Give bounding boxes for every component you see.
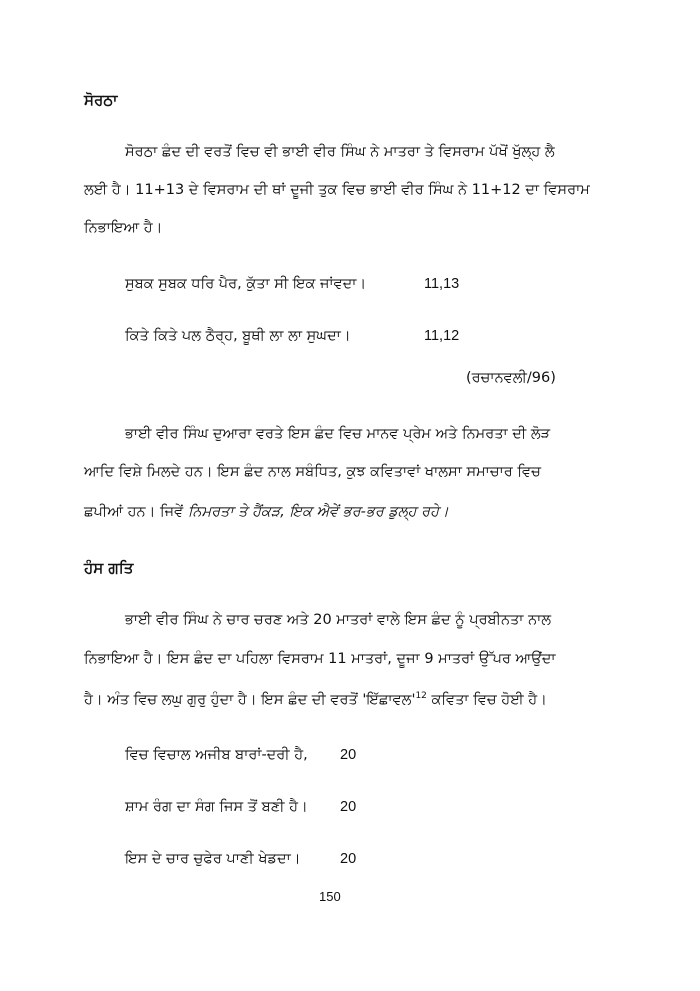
citation: (ਰਚਾਨਵਲੀ/96)	[466, 370, 556, 386]
paragraph-line: ਨਿਭਾਇਆ ਹੈ।	[84, 220, 163, 236]
paragraph-line	[84, 690, 547, 710]
paragraph-text: ਕਵਿਤਾ ਵਿਚ ਹੋਈ ਹੈ।	[426, 692, 547, 708]
verse-count: 20	[340, 747, 357, 763]
paragraph-text: ਛਪੀਆਂ ਹਨ। ਜਿਵੇਂ	[84, 504, 188, 520]
example-title-italic: ਨਿਮਰਤਾ ਤੇ ਹੈਂਕੜ, ਇਕ ਐਵੇਂ ਭਰ-ਭਰ ਡੁਲ੍ਹ ਰਹੇ।	[187, 504, 449, 520]
verse-count: 20	[340, 851, 357, 867]
paragraph-line: ਸੋਰਠਾ ਛੰਦ ਦੀ ਵਰਤੋਂ ਵਿਚ ਵੀ ਭਾਈ ਵੀਰ ਸਿੰਘ ਨੇ ਮਾਤਰਾ ਤੇ ਵਿਸਰਾਮ ਪੱਖੋਂ ਖੁੱਲ੍ਹ ਲੈ	[125, 144, 555, 160]
paragraph-line: ਭਾਈ ਵੀਰ ਸਿੰਘ ਦੁਆਰਾ ਵਰਤੇ ਇਸ ਛੰਦ ਵਿਚ ਮਾਨਵ ਪ੍ਰੇਮ ਅਤੇ ਨਿਮਰਤਾ ਦੀ ਲੋੜ	[125, 426, 551, 442]
paragraph-line: ਲਈ ਹੈ। 11+13 ਦੇ ਵਿਸਰਾਮ ਦੀ ਥਾਂ ਦੂਜੀ ਤੁਕ ਵਿਚ ਭਾਈ ਵੀਰ ਸਿੰਘ ਨੇ 11+12 ਦਾ ਵਿਸਰਾਮ	[84, 182, 590, 198]
section-heading-sortha: ਸੋਰਠਾ	[84, 91, 118, 109]
verse-text: ਇਸ ਦੇ ਚਾਰ ਚੁਫੇਰ ਪਾਣੀ ਖੇਡਦਾ।	[125, 851, 301, 867]
footnote-reference[interactable]: 12	[415, 691, 427, 701]
verse-text: ਸੁਬਕ ਸੁਬਕ ਧਰਿ ਪੈਰ, ਕੁੱਤਾ ਸੀ ਇਕ ਜਾਂਵਦਾ।	[125, 276, 367, 292]
verse-text: ਵਿਚ ਵਿਚਾਲ ਅਜੀਬ ਬਾਰਾਂ-ਦਰੀ ਹੈ,	[125, 747, 308, 763]
verse-text: ਸ਼ਾਮ ਰੰਗ ਦਾ ਸੰਗ ਜਿਸ ਤੋਂ ਬਣੀ ਹੈ।	[125, 799, 308, 815]
verse-count: 11,12	[424, 328, 460, 344]
verse-text: ਕਿਤੇ ਕਿਤੇ ਪਲ ਠੈਰ੍ਹ, ਬੂਥੀ ਲਾ ਲਾ ਸੁਘਦਾ।	[125, 328, 351, 344]
paragraph-line: ਨਿਭਾਇਆ ਹੈ। ਇਸ ਛੰਦ ਦਾ ਪਹਿਲਾ ਵਿਸਰਾਮ 11 ਮਾਤਰਾਂ, ਦੂਜਾ 9 ਮਾਤਰਾਂ ਉੱਪਰ ਆਉਂਦਾ	[84, 651, 556, 667]
verse-count: 20	[340, 799, 357, 815]
verse-count: 11,13	[424, 276, 460, 292]
section-heading-hans-gati: ਹੰਸ ਗਤਿ	[84, 559, 134, 577]
page-number: 150	[319, 889, 341, 904]
paragraph-line: ਭਾਈ ਵੀਰ ਸਿੰਘ ਨੇ ਚਾਰ ਚਰਣ ਅਤੇ 20 ਮਾਤਰਾਂ ਵਾਲੇ ਇਸ ਛੰਦ ਨੂੰ ਪ੍ਰਬੀਨਤਾ ਨਾਲ	[125, 612, 552, 628]
paragraph-line	[84, 502, 449, 522]
paragraph-text: ਹੈ। ਅੰਤ ਵਿਚ ਲਘੁ ਗੁਰੁ ਹੁੰਦਾ ਹੈ। ਇਸ ਛੰਦ ਦੀ ਵਰਤੋਂ 'ਇੱਛਾਵਲ'	[84, 692, 416, 708]
paragraph-line: ਆਦਿ ਵਿਸ਼ੇ ਮਿਲਦੇ ਹਨ। ਇਸ ਛੰਦ ਨਾਲ ਸਬੰਧਿਤ, ਕੁਝ ਕਵਿਤਾਵਾਂ ਖਾਲਸਾ ਸਮਾਚਾਰ ਵਿਚ	[84, 464, 541, 480]
